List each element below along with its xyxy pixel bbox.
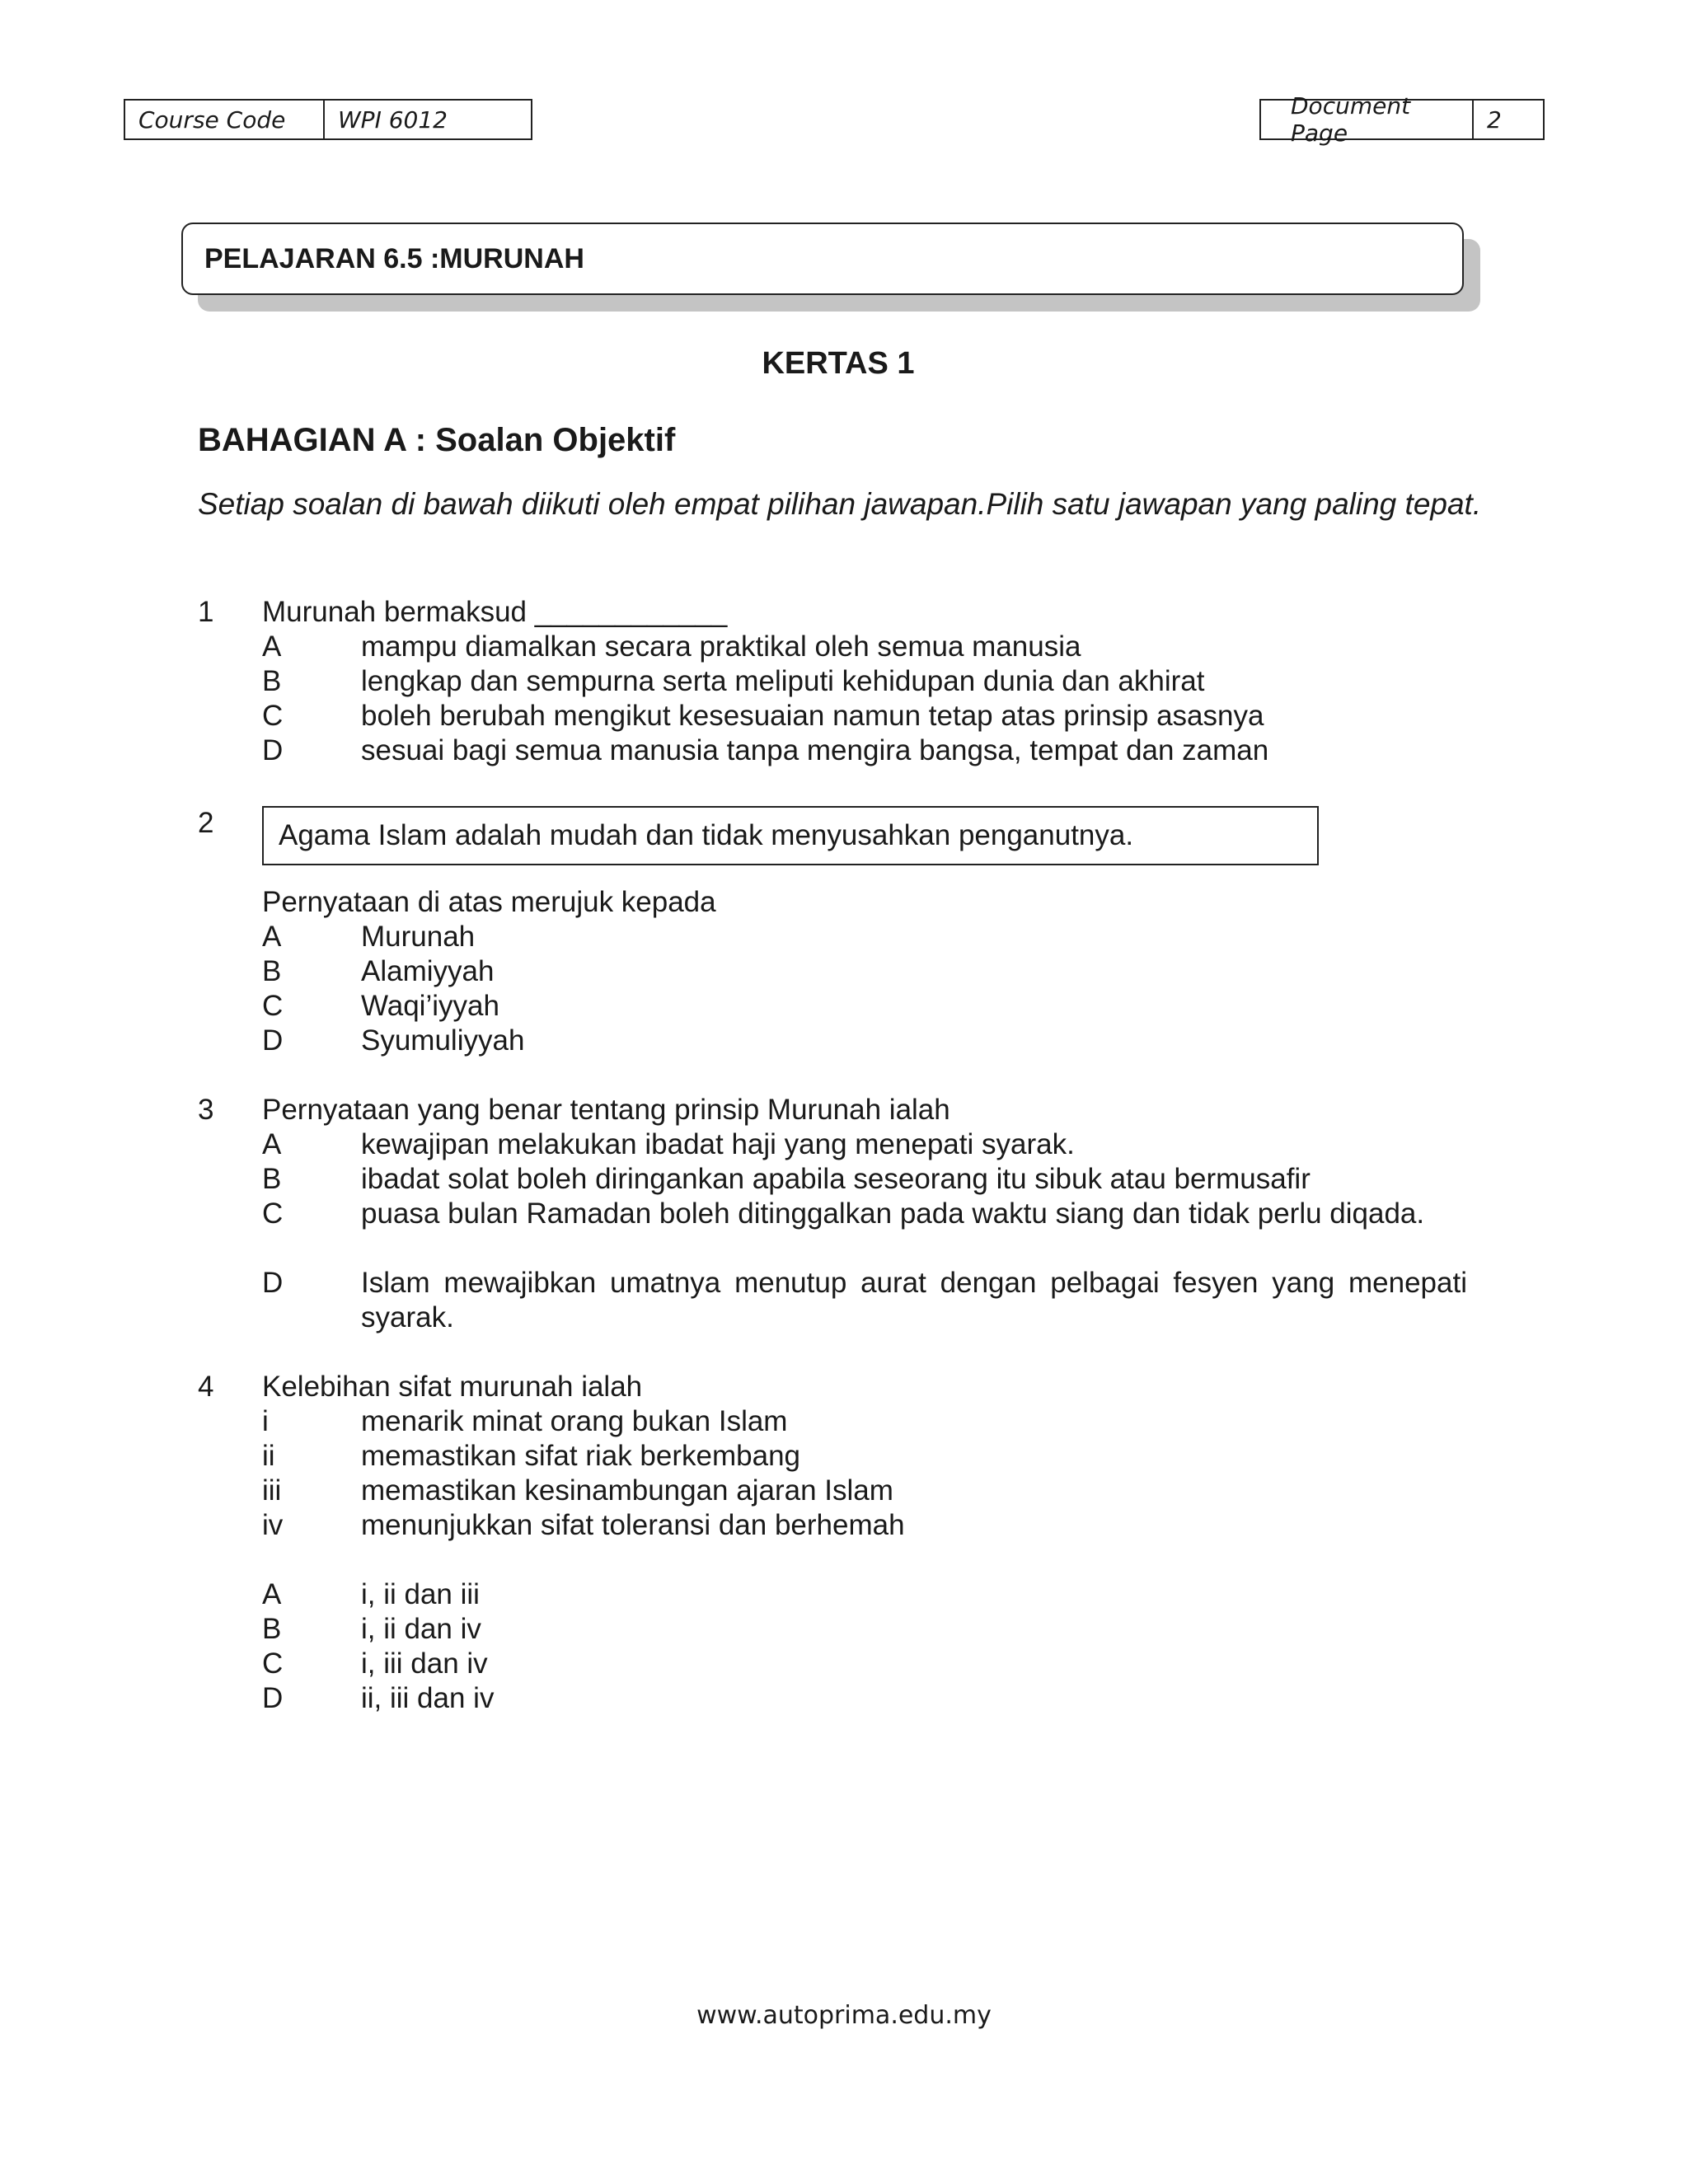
option-text: Islam mewajibkan umatnya menutup aurat dengan pelbagai fesyen yang menepati syarak. [361,1267,1467,1333]
option-letter: C [262,1197,284,1230]
option-letter: B [262,665,282,697]
question-stem: Kelebihan sifat murunah ialah [262,1371,643,1403]
option-text: sesuai bagi semua manusia tanpa mengira bangsa, tempat dan zaman [361,734,1269,766]
document-page-table [1259,92,1545,147]
option-letter: C [262,700,284,732]
option-letter: C [262,1647,284,1680]
question-stem: Pernyataan di atas merujuk kepada [262,886,716,918]
course-code-label: Course Code [138,105,286,134]
option-letter: D [262,734,284,766]
option-letter: B [262,1163,282,1195]
statement-text: menarik minat orang bukan Islam [361,1405,788,1437]
statement-text: memastikan sifat riak berkembang [361,1440,800,1472]
instruction: Setiap soalan di bawah diikuti oleh empat pilihan jawapan.Pilih satu jawapan yang paling tepat. [198,487,1482,521]
statement-numeral: iii [262,1474,282,1507]
option-letter: D [262,1267,284,1299]
question-number: 3 [198,1094,214,1126]
option-text: Syumuliyyah [361,1024,525,1057]
option-letter: A [262,1578,282,1610]
question-number: 1 [198,596,214,628]
option-letter: A [262,630,282,663]
footer-url: www.autoprima.edu.my [696,2001,992,2030]
boxed-statement: Agama Islam adalah mudah dan tidak menyusahkan penganutnya. [262,806,1319,865]
option-text: i, ii dan iii [361,1578,480,1610]
option-letter: A [262,921,282,953]
statement-numeral: ii [262,1440,275,1472]
paper-title-text: KERTAS 1 [762,346,915,381]
option-text: i, ii dan iv [361,1613,481,1645]
option-letter: C [262,990,284,1022]
statement-numeral: iv [262,1509,284,1541]
option-letter: B [262,955,282,987]
document-page-label: Document Page [1291,92,1411,147]
option-text: boleh berubah mengikut kesesuaian namun tetap atas prinsip asasnya [361,700,1264,732]
course-code-value: WPI 6012 [323,101,531,138]
document-page-value: 2 [1472,101,1543,138]
option-text: Murunah [361,921,476,953]
option-letter: D [262,1682,284,1714]
option-text: kewajipan melakukan ibadat haji yang menepati syarak. [361,1128,1075,1160]
option-text: Alamiyyah [361,955,495,987]
option-text: puasa bulan Ramadan boleh ditinggalkan pada waktu siang dan tidak perlu diqada. [361,1197,1425,1230]
statement-numeral: i [262,1405,269,1437]
option-text: ibadat solat boleh diringankan apabila seseorang itu sibuk atau bermusafir [361,1163,1311,1195]
question-number: 2 [198,807,214,839]
option-text: ii, iii dan iv [361,1682,495,1714]
option-letter: B [262,1613,282,1645]
option-text: mampu diamalkan secara praktikal oleh semua manusia [361,630,1081,663]
option-text: Waqi’iyyah [361,990,499,1022]
option-text: lengkap dan sempurna serta meliputi kehidupan dunia dan akhirat [361,665,1205,697]
question-stem: Pernyataan yang benar tentang prinsip Murunah ialah [262,1094,950,1126]
lesson-title: PELAJARAN 6.5 :MURUNAH [181,223,1464,295]
statement-text: menunjukkan sifat toleransi dan berhemah [361,1509,905,1541]
option-text: i, iii dan iv [361,1647,488,1680]
question-stem: Murunah bermaksud ____________ [262,596,728,628]
question-number: 4 [198,1371,214,1403]
paper-title [0,346,1688,382]
statement-text: memastikan kesinambungan ajaran Islam [361,1474,893,1507]
course-code-table [124,99,532,140]
option-letter: D [262,1024,284,1057]
section-title: BAHAGIAN A : Soalan Objektif [198,422,676,458]
option-letter: A [262,1128,282,1160]
